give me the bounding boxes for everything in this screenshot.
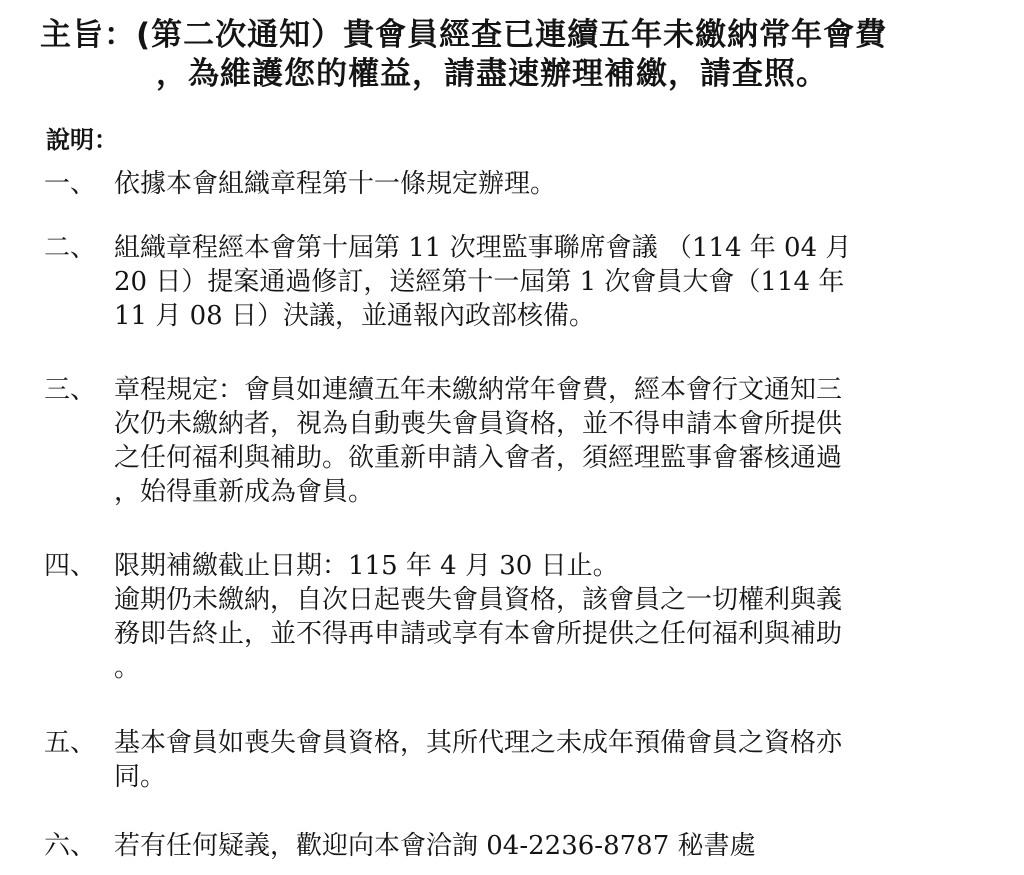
item-line: 逾期仍未繳納，自次日起喪失會員資格，該會員之一切權利與義	[114, 585, 843, 615]
item-line: 組織章程經本會第十屆第 11 次理監事聯席會議 （114 年 04 月	[114, 233, 852, 263]
item-line: 同。	[114, 762, 167, 792]
item-number: 一、	[44, 169, 97, 199]
item-line: 。	[114, 653, 141, 683]
subject-title	[40, 16, 887, 94]
item-line: 限期補繳截止日期：115 年 4 月 30 日止。	[114, 551, 619, 581]
subject-line-1: 主旨：(第二次通知）貴會員經查已連續五年未繳納常年會費	[40, 17, 888, 53]
explanation-item-4	[44, 549, 974, 685]
item-line: 11 月 08 日）決議，並通報內政部核備。	[114, 301, 595, 331]
subject-line-2: ，為維護您的權益，請盡速辦理補繳，請查照。	[156, 56, 828, 92]
item-line: ，始得重新成為會員。	[114, 477, 375, 507]
item-line: 依據本會組織章程第十一條規定辦理。	[114, 169, 557, 199]
item-text	[114, 373, 974, 509]
item-line: 次仍未繳納者，視為自動喪失會員資格，並不得申請本會所提供	[114, 409, 843, 439]
explanation-item-3	[44, 373, 974, 509]
item-text	[114, 231, 974, 333]
item-text	[114, 726, 974, 794]
explanation-item-1	[44, 167, 974, 201]
item-text	[114, 829, 974, 863]
item-text	[114, 549, 974, 685]
explanation-item-5	[44, 726, 974, 794]
item-number: 六、	[44, 831, 97, 861]
item-text	[114, 167, 974, 201]
item-line: 20 日）提案通過修訂，送經第十一屆第 1 次會員大會（114 年	[114, 267, 845, 297]
item-line: 之任何福利與補助。欲重新申請入會者，須經理監事會審核通過	[114, 443, 843, 473]
item-line: 若有任何疑義，歡迎向本會洽詢 04-2236-8787 秘書處	[114, 831, 756, 861]
item-line: 基本會員如喪失會員資格，其所代理之未成年預備會員之資格亦	[114, 728, 843, 758]
item-number: 四、	[44, 551, 97, 581]
item-number: 三、	[44, 375, 97, 405]
item-line: 章程規定：會員如連續五年未繳納常年會費，經本會行文通知三	[114, 375, 843, 405]
explanation-heading: 說明：	[46, 126, 118, 154]
explanation-item-6	[44, 829, 974, 863]
item-number: 五、	[44, 728, 97, 758]
explanation-item-2	[44, 231, 974, 333]
item-line: 務即告終止，並不得再申請或享有本會所提供之任何福利與補助	[114, 619, 843, 649]
item-number: 二、	[44, 233, 97, 263]
